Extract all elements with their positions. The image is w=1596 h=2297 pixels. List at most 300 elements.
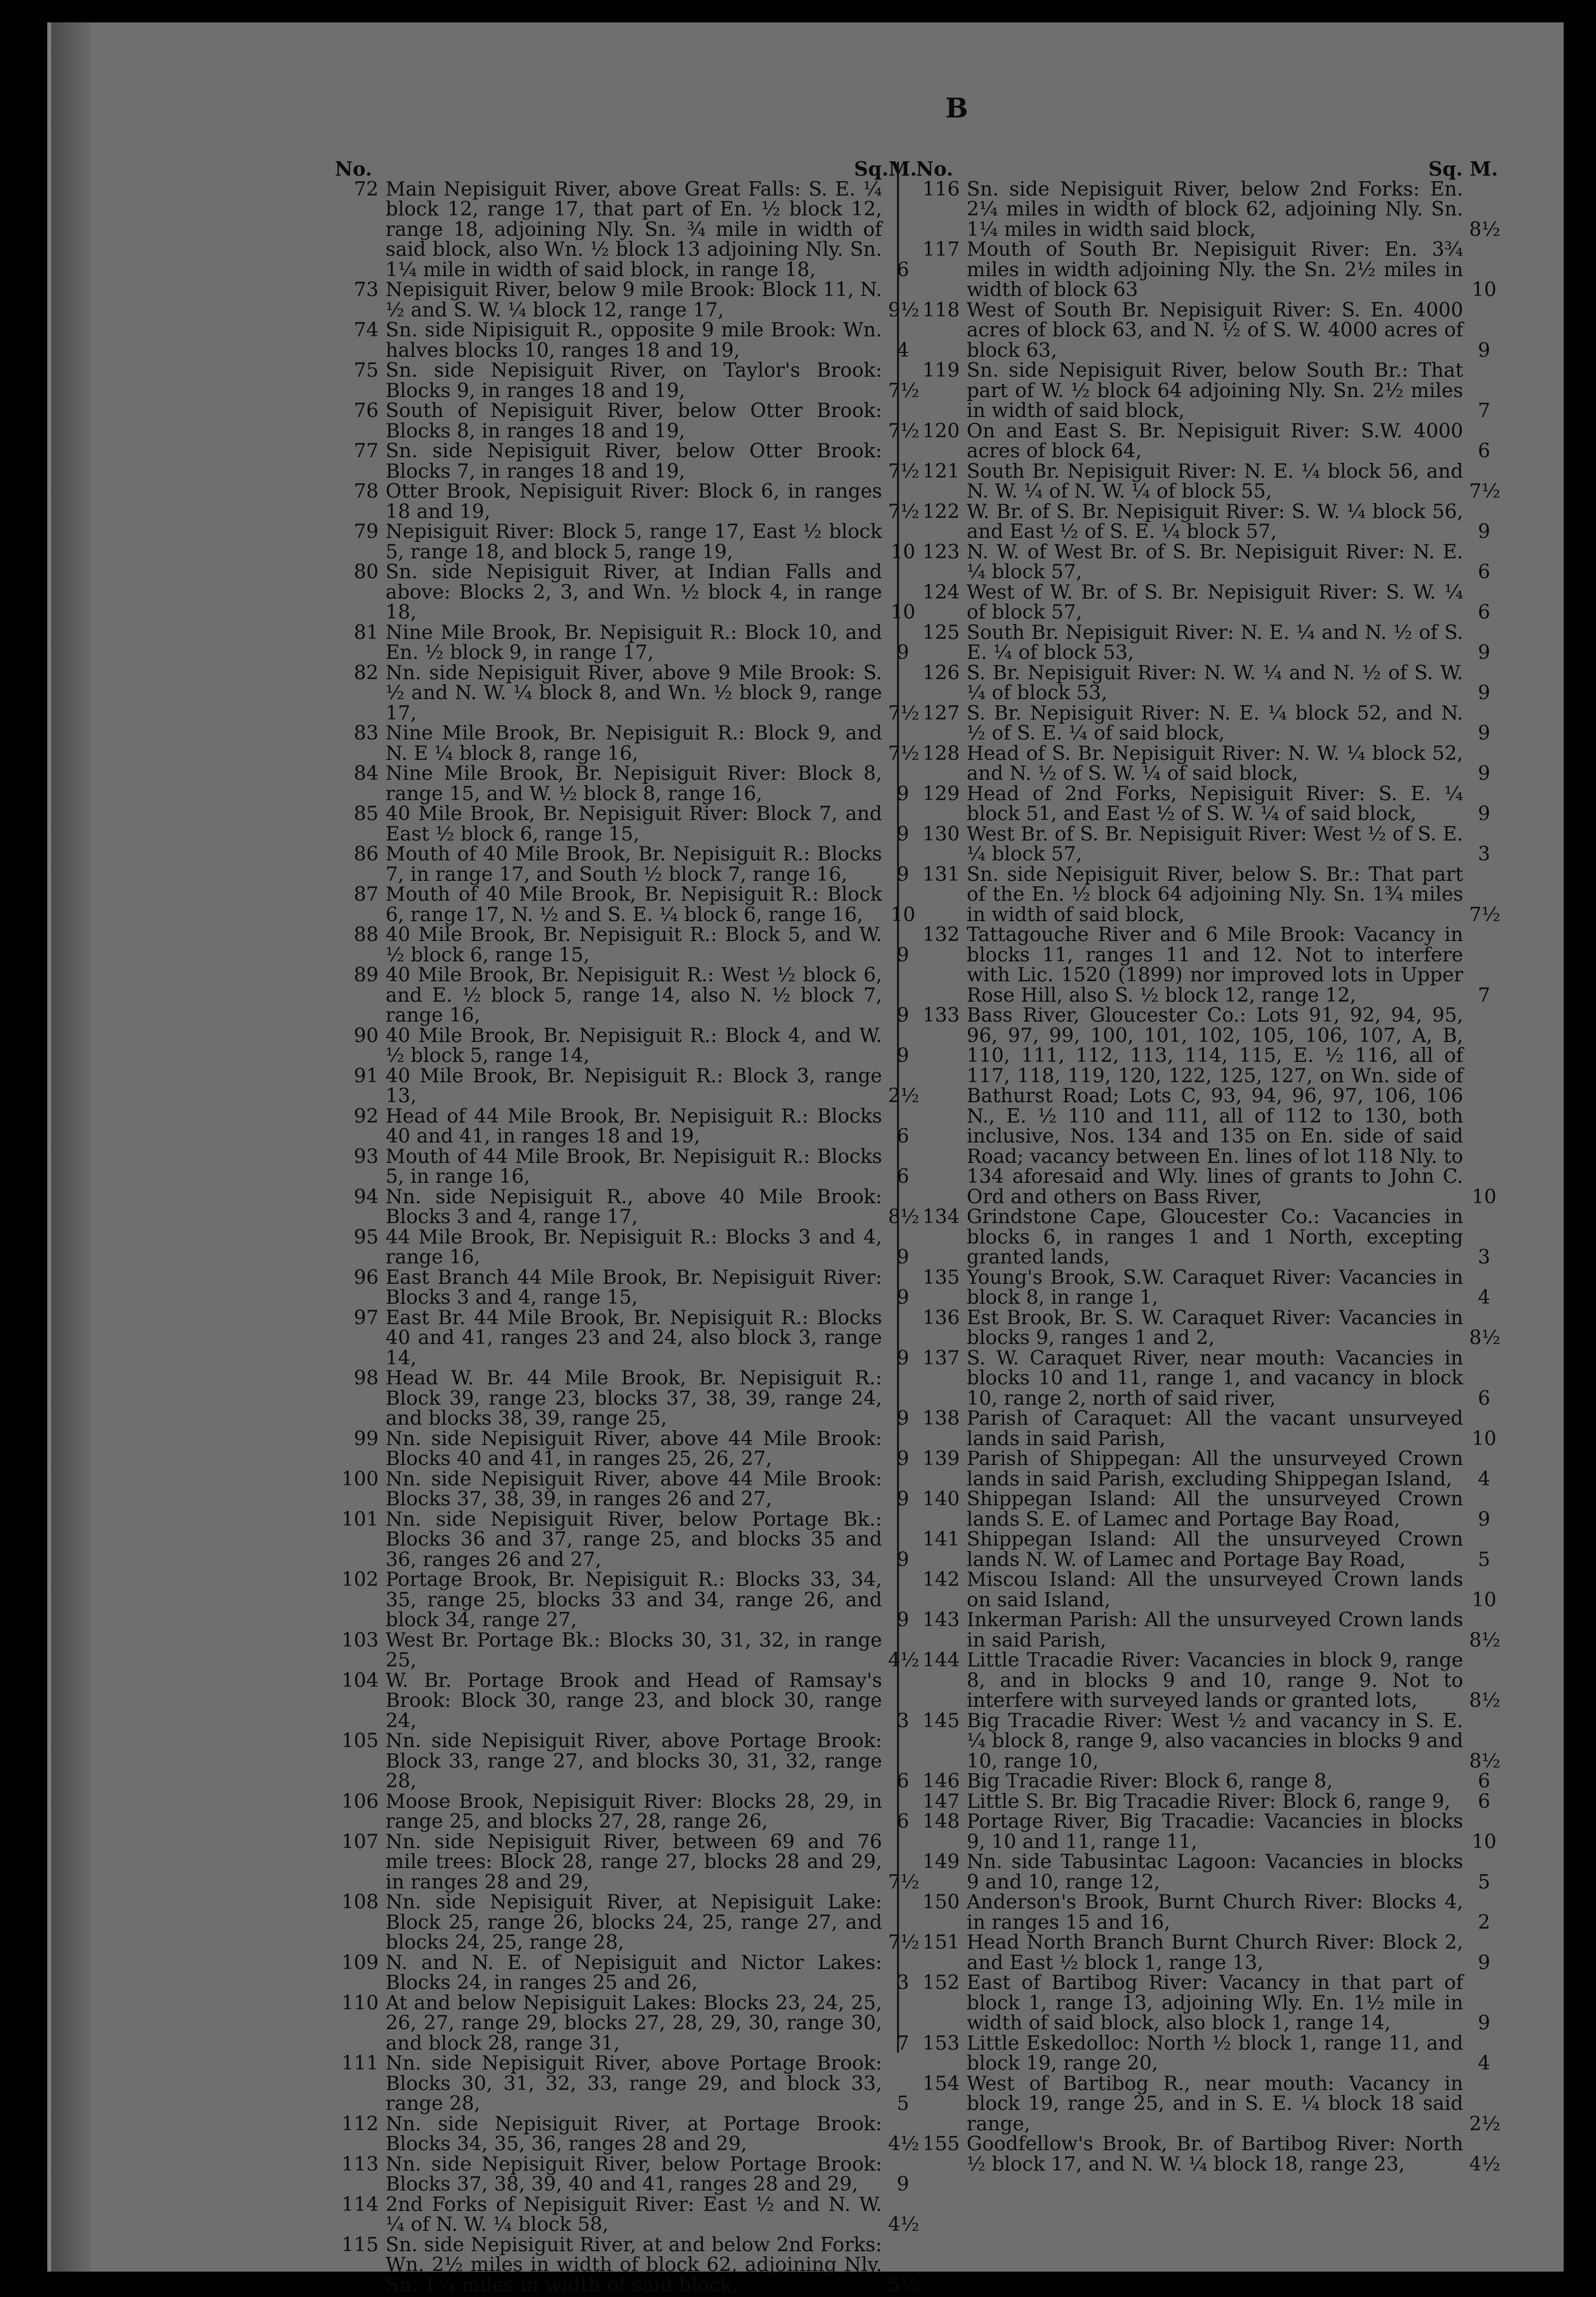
entry-square-miles: 4 [897,339,909,362]
entry-square-miles: 5 [1478,1871,1491,1893]
entry-description: S. Br. Nepisiguit River: N. W. ¼ and N. ½ of S. W. ¼ of block 53, [967,661,1463,704]
entry-number: 93 [354,1145,379,1168]
list-item [916,1528,1491,1571]
entry-description: Mouth of South Br. Nepisiguit River: En. 3¾ miles in width adjoining Nly. the Sn. 2½ miles in width of block 63 [967,238,1463,301]
entry-description: S. W. Caraquet River, near mouth: Vacancies in blocks 10 and 11, range 1, and vacancy in block 10, range 2, north of said river, [967,1347,1463,1410]
list-item [916,1649,1500,1712]
entry-number: 88 [354,924,379,946]
list-item [335,803,909,845]
list-item [335,178,909,281]
list-item [335,964,909,1027]
entry-description: Head North Branch Burnt Church River: Block 2, and East ½ block 1, range 13, [967,1931,1463,1974]
entry-description: Nine Mile Brook, Br. Nepisiguit R.: Block 10, and En. ½ block 9, in range 17, [386,621,882,664]
entry-square-miles: 9 [897,943,909,966]
entry-square-miles: 9 [897,1609,909,1631]
entry-square-miles: 4 [1478,1286,1491,1309]
list-item [335,1730,909,1792]
entry-square-miles: 7½ [888,1871,919,1893]
list-item [335,1991,909,2055]
entry-description: Little Eskedolloc: North ½ block 1, range 11, and block 19, range 20, [967,2032,1463,2075]
entry-description: Sn. side Nepisiguit River, at and below 2nd Forks: Wn. 2½ miles in width of block 62, adjoining Nly. Sn. 1¼ miles in width of said block, [386,2233,882,2297]
entry-square-miles: 6 [1478,1387,1491,1410]
entry-description: Sn. side Nepisiguit River, below South Br.: That part of W. ½ block 64 adjoining Nly. Sn. 2½ miles in width of said block, [967,359,1463,422]
entry-square-miles: 7½ [888,460,919,483]
list-item [916,581,1491,624]
entry-number: 72 [354,178,379,201]
entry-number: 119 [922,359,960,382]
sq-m-heading: Sq. M. [1428,158,1498,181]
entry-description: South of Nepisiguit River, below Otter Brook: Blocks 8, in ranges 18 and 19, [386,400,882,442]
entry-number: 73 [354,279,379,301]
entry-square-miles: 7½ [888,1931,919,1954]
list-item [335,924,909,966]
scanned-page [47,22,1564,2297]
entry-square-miles: 9 [1478,1951,1491,1974]
list-item [335,1790,909,1833]
entry-number: 137 [922,1347,960,1369]
list-item [916,1709,1500,1773]
entry-number: 114 [341,2193,379,2216]
left-column [335,158,919,2297]
list-item [335,440,919,483]
list-item [335,1306,909,1369]
entry-number: 105 [341,1730,379,1752]
list-item [916,1488,1491,1531]
entry-description: Nn. side Nepisiguit R., above 40 Mile Brook: Blocks 3 and 4, range 17, [386,1185,882,1228]
entry-description: N. and N. E. of Nepisiguit and Nictor Lakes: Blocks 24, in ranges 25 and 26, [386,1951,882,1994]
entry-description: Little Tracadie River: Vacancies in block 9, range 8, and in blocks 9 and 10, range 9. Not to interfere with surveyed lands or granted lots, [967,1649,1463,1712]
entry-description: Nn. side Nepisiguit River, above Portage Brook: Blocks 30, 31, 32, 33, range 29, and block 33, range 28, [386,2052,882,2115]
list-item [916,1306,1500,1349]
list-item [916,823,1491,865]
list-item [335,1427,909,1470]
list-item [335,400,919,442]
entry-square-miles: 9 [897,1488,909,1510]
entry-description: Head of 2nd Forks, Nepisiguit River: S. E. ¼ block 51, and East ½ of S. W. ¼ of said block, [967,782,1463,825]
list-item [916,1790,1491,1813]
entry-number: 127 [922,702,960,725]
entry-square-miles: 9 [897,782,909,805]
entry-square-miles: 9 [1478,641,1491,664]
entry-description: East Br. 44 Mile Brook, Br. Nepisiguit R.: Blocks 40 and 41, ranges 23 and 24, also block 3, range 14, [386,1306,882,1369]
entry-square-miles: 7½ [888,419,919,442]
list-item [335,1568,909,1631]
entry-square-miles: 10 [891,540,915,563]
list-item [916,178,1500,241]
entry-square-miles: 10 [891,903,915,926]
entry-description: Nn. side Tabusintac Lagoon: Vacancies in blocks 9 and 10, range 12, [967,1851,1463,1893]
right-column [916,158,1500,2176]
list-item [916,2072,1500,2135]
entry-description: Goodfellow's Brook, Br. of Bartibog River: North ½ block 17, and N. W. ¼ block 18, range 23, [967,2133,1463,2176]
entry-number: 109 [341,1951,379,1974]
entry-number: 77 [354,440,379,462]
entry-description: At and below Nepisiguit Lakes: Blocks 23, 24, 25, 26, 27, range 29, blocks 27, 28, 29, 30, range 30, and block 28, range 31, [386,1991,882,2055]
entry-square-miles: 10 [891,601,915,624]
entry-square-miles: 9 [1478,762,1491,785]
entry-description: Sn. side Nepisiguit River, below Otter Brook: Blocks 7, in ranges 18 and 19, [386,440,882,483]
entry-description: Sn. side Nepisiguit River, below 2nd Forks: En. 2¼ miles in width of block 62, adjoining Nly. Sn. 1¼ miles in width said block, [967,178,1463,241]
entry-square-miles: 9 [897,823,909,845]
entry-description: Miscou Island: All the unsurveyed Crown lands on said Island, [967,1568,1463,1611]
entry-number: 75 [354,359,379,382]
list-item [335,1891,919,1954]
entry-square-miles: 2½ [888,1085,919,1107]
entry-square-miles: 2½ [1469,2112,1500,2135]
entry-number: 81 [354,621,379,644]
entry-description: Mouth of 44 Mile Brook, Br. Nepisiguit R.: Blocks 5, in range 16, [386,1145,882,1188]
entry-square-miles: 9½ [888,299,919,321]
list-item [916,661,1491,704]
entry-square-miles: 4 [1478,1467,1491,1490]
entry-description: Nn. side Nepisiguit River, above 44 Mile Brook: Blocks 40 and 41, in ranges 25, 26, 27, [386,1427,882,1470]
entry-description: Moose Brook, Nepisiguit River: Blocks 28, 29, in range 25, and blocks 27, 28, range 26, [386,1790,882,1833]
entry-square-miles: 3 [897,1972,909,1994]
entry-description: 40 Mile Brook, Br. Nepisiguit R.: West ½ block 6, and E. ½ block 5, range 14, also N. ½ block 7, range 16, [386,964,882,1027]
list-item [916,1004,1496,1208]
entry-description: Sn. side Nepisiguit River, on Taylor's Brook: Blocks 9, in ranges 18 and 19, [386,359,882,402]
list-item [335,1669,909,1732]
list-item [335,561,915,624]
entry-square-miles: 8½ [1469,1327,1500,1349]
list-item [335,722,919,765]
entry-number: 128 [922,742,960,765]
entry-number: 89 [354,964,379,986]
entry-number: 129 [922,782,960,805]
entry-number: 104 [341,1669,379,1692]
entry-square-miles: 6 [1478,561,1491,583]
entry-square-miles: 6 [897,1165,909,1188]
entry-description: N. W. of West Br. of S. Br. Nepisiguit River: N. E. ¼ block 57, [967,540,1463,583]
list-item [335,1629,919,1671]
list-item [916,863,1500,926]
list-item [916,621,1491,664]
entry-square-miles: 4½ [888,1649,919,1671]
entry-number: 96 [354,1266,379,1289]
entry-square-miles: 6 [897,1810,909,1833]
entry-square-miles: 2 [1478,1911,1491,1934]
entry-description: Anderson's Brook, Burnt Church River: Blocks 4, in ranges 15 and 16, [967,1891,1463,1934]
entry-number: 135 [922,1266,960,1289]
list-item [916,1931,1491,1974]
entry-description: Inkerman Parish: All the unsurveyed Crown lands in said Parish, [967,1609,1463,1652]
list-item [335,1024,909,1067]
list-item [916,782,1491,825]
entry-square-miles: 9 [1478,803,1491,825]
list-item [335,1145,909,1188]
entry-description: Big Tracadie River: Block 6, range 8, [967,1770,1333,1792]
entry-number: 155 [922,2133,960,2155]
entry-number: 95 [354,1226,379,1249]
entry-number: 78 [354,480,379,503]
entry-number: 112 [341,2112,379,2135]
entry-square-miles: 4 [1478,2052,1491,2075]
entry-square-miles: 3 [1478,843,1491,865]
list-item [916,1568,1496,1611]
entry-number: 115 [341,2233,379,2256]
entry-number: 108 [341,1891,379,1913]
entry-square-miles: 7½ [888,500,919,523]
entry-description: West of South Br. Nepisiguit River: S. En. 4000 acres of block 63, and N. ½ of S. W. 4000 acres of block 63, [967,299,1463,362]
entry-number: 90 [354,1024,379,1047]
entry-description: S. Br. Nepisiguit River: N. E. ¼ block 52, and N. ½ of S. E. ¼ of said block, [967,702,1463,744]
list-item [916,1609,1500,1652]
entry-number: 152 [922,1972,960,1994]
entry-description: South Br. Nepisiguit River: N. E. ¼ block 56, and N. W. ¼ of N. W. ¼ of block 55, [967,460,1463,503]
entry-number: 83 [354,722,379,744]
list-item [916,924,1491,1007]
entry-square-miles: 9 [1478,682,1491,704]
entry-description: Parish of Caraquet: All the vacant unsurveyed lands in said Parish, [967,1407,1463,1450]
list-item [916,1810,1496,1853]
entry-square-miles: 7 [1478,400,1491,422]
entry-description: Young's Brook, S.W. Caraquet River: Vacancies in block 8, in range 1, [967,1266,1463,1309]
entry-number: 86 [354,843,379,865]
entry-number: 123 [922,540,960,563]
entry-description: Nn. side Nepisiguit River, above 44 Mile Brook: Blocks 37, 38, 39, in ranges 26 and 27, [386,1467,882,1510]
entry-description: 40 Mile Brook, Br. Nepisiguit River: Block 7, and East ½ block 6, range 15, [386,803,882,845]
column-divider [897,162,899,2053]
entry-square-miles: 7½ [1469,480,1500,503]
entry-number: 125 [922,621,960,644]
list-item [916,1448,1491,1490]
entry-number: 118 [922,299,960,321]
page-letter: B [945,92,968,124]
entry-square-miles: 9 [897,1448,909,1470]
entry-number: 153 [922,2032,960,2055]
entry-square-miles: 10 [1472,279,1496,301]
page-binding [51,22,91,2272]
entry-description: Otter Brook, Nepisiguit River: Block 6, in ranges 18 and 19, [386,480,882,523]
entry-square-miles: 9 [897,1286,909,1309]
entry-description: Shippegan Island: All the unsurveyed Crown lands N. W. of Lamec and Portage Bay Road, [967,1528,1463,1571]
entry-square-miles: 8½ [888,1206,919,1228]
entry-description: On and East S. Br. Nepisiguit River: S.W. 4000 acres of block 64, [967,419,1463,462]
list-item [916,1851,1491,1893]
entry-square-miles: 3 [1478,1246,1491,1268]
entry-number: 138 [922,1407,960,1430]
entry-square-miles: 4½ [1469,2153,1500,2176]
entry-number: 136 [922,1306,960,1329]
entry-number: 100 [341,1467,379,1490]
entry-number: 134 [922,1206,960,1228]
entry-description: Nepisiguit River: Block 5, range 17, East ½ block 5, range 18, and block 5, range 19, [386,521,882,563]
entry-square-miles: 6 [897,1125,909,1148]
entry-number: 113 [341,2153,379,2176]
entry-description: Head W. Br. 44 Mile Brook, Br. Nepisiguit R.: Block 39, range 23, blocks 37, 38, 39, range 24, and blocks 38, 39, range 25, [386,1367,882,1430]
list-item [916,299,1491,362]
entry-number: 103 [341,1629,379,1652]
entry-number: 149 [922,1851,960,1873]
entry-square-miles: 9 [1478,722,1491,744]
entry-number: 140 [922,1488,960,1510]
entry-square-miles: 10 [1472,1185,1496,1208]
entry-number: 92 [354,1105,379,1128]
entry-description: Nine Mile Brook, Br. Nepisiguit R.: Block 9, and N. E ¼ block 8, range 16, [386,722,882,765]
entry-square-miles: 9 [1478,339,1491,362]
entry-square-miles: 6 [1478,1790,1491,1813]
entry-number: 107 [341,1830,379,1853]
entry-square-miles: 9 [897,1044,909,1067]
entry-square-miles: 9 [897,2173,909,2195]
list-item [916,1770,1491,1792]
entry-number: 142 [922,1568,960,1591]
entry-number: 133 [922,1004,960,1027]
list-item [916,1206,1491,1268]
entry-description: West Br. of S. Br. Nepisiguit River: West ½ of S. E. ¼ block 57, [967,823,1463,865]
entry-square-miles: 4½ [888,2133,919,2155]
entry-number: 130 [922,823,960,845]
entry-number: 132 [922,924,960,946]
list-item [335,2112,919,2155]
list-item [916,540,1491,583]
entry-description: Head of 44 Mile Brook, Br. Nepisiguit R.: Blocks 40 and 41, in ranges 18 and 19, [386,1105,882,1148]
list-item [916,742,1491,785]
entry-number: 106 [341,1790,379,1813]
entry-description: Little S. Br. Big Tracadie River: Block 6, range 9, [967,1790,1451,1813]
entry-description: W. Br. Portage Brook and Head of Ramsay's Brook: Block 30, range 23, and block 30, range 24, [386,1669,882,1732]
column-header [335,158,917,181]
entry-number: 76 [354,400,379,422]
entry-number: 126 [922,661,960,684]
list-item [916,1891,1491,1934]
entry-description: 40 Mile Brook, Br. Nepisiguit R.: Block 3, range 13, [386,1064,882,1107]
entry-description: Mouth of 40 Mile Brook, Br. Nepisiguit R.: Block 6, range 17, N. ½ and S. E. ¼ block 6, range 16, [386,883,882,926]
entry-description: Nn. side Nepisiguit River, at Portage Brook: Blocks 34, 35, 36, ranges 28 and 29, [386,2112,882,2155]
entry-number: 101 [341,1508,379,1531]
entry-description: Bass River, Gloucester Co.: Lots 91, 92, 94, 95, 96, 97, 99, 100, 101, 102, 105, 106, 107, A, B, 110, 111, 112, 113, 114, 115, E. ½ 116, all of 117, 118, 119, 120, 122, 125, 127, on Wn. side of Bathurst Road; Lots C, 93, 94, 96, 97, 106, 106 N., E. ½ 110 and 111, all of 112 to 130, both inclusive, Nos. 134 and 135 on En. side of said Road; vacancy between En. lines of lot 118 Nly. to 134 aforesaid and Wly. lines of grants to John C. Ord and others on Bass River, [967,1004,1463,1208]
list-item [335,359,919,402]
entry-square-miles: 5 [1478,1548,1491,1571]
entry-number: 144 [922,1649,960,1671]
entry-description: Mouth of 40 Mile Brook, Br. Nepisiguit R.: Blocks 7, in range 17, and South ½ block 7, range 16, [386,843,882,886]
entry-description: Parish of Shippegan: All the unsurveyed Crown lands in said Parish, excluding Shippegan Island, [967,1448,1463,1490]
list-item [335,843,909,886]
entry-number: 151 [922,1931,960,1954]
entry-number: 148 [922,1810,960,1833]
entry-square-miles: 6 [897,258,909,281]
list-item [916,2133,1500,2176]
entry-number: 154 [922,2072,960,2095]
list-item [916,359,1491,422]
list-item [335,621,909,664]
entry-square-miles: 7 [897,2032,909,2055]
entry-description: West of W. Br. of S. Br. Nepisiguit River: S. W. ¼ of block 57, [967,581,1463,624]
entry-list [335,178,919,2297]
list-item [916,238,1496,301]
list-item [335,1226,909,1268]
entry-description: Nn. side Nepisiguit River, between 69 and 76 mile trees: Block 28, range 27, blocks 28 and 29, in ranges 28 and 29, [386,1830,882,1893]
entry-square-miles: 8½ [1469,218,1500,241]
entry-square-miles: 9 [897,641,909,664]
entry-number: 82 [354,661,379,684]
no-heading: No. [916,158,953,181]
list-item [335,2052,909,2115]
entry-description: W. Br. of S. Br. Nepisiguit River: S. W. ¼ block 56, and East ½ of S. E. ¼ block 57, [967,500,1463,543]
entry-description: Sn. side Nepisiguit River, at Indian Falls and above: Blocks 2, 3, and Wn. ½ block 4, in range 18, [386,561,882,624]
list-item [916,419,1491,462]
entry-description: Nine Mile Brook, Br. Nepisiguit River: Block 8, range 15, and W. ½ block 8, range 16, [386,762,882,805]
entry-number: 99 [354,1427,379,1450]
entry-description: Nn. side Nepisiguit River, above 9 Mile Brook: S. ½ and N. W. ¼ block 8, and Wn. ½ block 9, range 17, [386,661,882,725]
entry-square-miles: 7½ [888,702,919,725]
entry-description: Portage Brook, Br. Nepisiguit R.: Blocks 33, 34, 35, range 25, blocks 33 and 34, range 26, and block 34, range 27, [386,1568,882,1631]
entry-number: 146 [922,1770,960,1792]
list-item [335,319,909,362]
entry-number: 94 [354,1185,379,1208]
list-item [916,1972,1491,2034]
entry-square-miles: 9 [1478,1508,1491,1531]
entry-description: 44 Mile Brook, Br. Nepisiguit R.: Blocks 3 and 4, range 16, [386,1226,882,1268]
entry-description: Big Tracadie River: West ½ and vacancy in S. E. ¼ block 8, range 9, also vacancies in blocks 9 and 10, range 10, [967,1709,1463,1773]
list-item [335,1830,919,1893]
entry-square-miles: 4½ [888,2213,919,2236]
entry-number: 141 [922,1528,960,1551]
list-item [916,1407,1496,1450]
entry-number: 87 [354,883,379,906]
no-heading: No. [335,158,372,181]
entry-number: 122 [922,500,960,523]
entry-square-miles: 9 [1478,2012,1491,2034]
entry-description: West Br. Portage Bk.: Blocks 30, 31, 32, in range 25, [386,1629,882,1671]
entry-number: 102 [341,1568,379,1591]
entry-number: 97 [354,1306,379,1329]
entry-square-miles: 9 [897,1548,909,1571]
list-item [335,1105,909,1148]
entry-number: 121 [922,460,960,483]
entry-number: 150 [922,1891,960,1913]
entry-square-miles: 10 [1472,1427,1496,1450]
entry-number: 85 [354,803,379,825]
entry-description: East of Bartibog River: Vacancy in that part of block 1, range 13, adjoining Wly. En. 1½ mile in width of said block, also block 1, range 14, [967,1972,1463,2034]
list-item [916,460,1500,503]
entry-square-miles: 8½ [1469,1750,1500,1773]
entry-square-miles: 7½ [1469,903,1500,926]
entry-description: 40 Mile Brook, Br. Nepisiguit R.: Block 5, and W. ½ block 6, range 15, [386,924,882,966]
entry-description: East Branch 44 Mile Brook, Br. Nepisiguit River: Blocks 3 and 4, range 15, [386,1266,882,1309]
list-item [335,883,915,926]
entry-description: 2nd Forks of Nepisiguit River: East ½ and N. W. ¼ of N. W. ¼ block 58, [386,2193,882,2236]
entry-square-miles: 5½ [888,2274,919,2297]
entry-square-miles: 9 [897,1246,909,1268]
entry-square-miles: 9 [1478,521,1491,543]
entry-square-miles: 8½ [1469,1629,1500,1652]
entry-description: Est Brook, Br. S. W. Caraquet River: Vacancies in blocks 9, ranges 1 and 2, [967,1306,1463,1349]
entry-description: South Br. Nepisiguit River: N. E. ¼ and N. ½ of S. E. ¼ of block 53, [967,621,1463,664]
entry-description: Nn. side Nepisiguit River, below Portage Bk.: Blocks 36 and 37, range 25, and blocks 35 and 36, ranges 26 and 27, [386,1508,882,1571]
entry-number: 111 [341,2052,379,2075]
entry-description: Nepisiguit River, below 9 mile Brook: Block 11, N. ½ and S. W. ¼ block 12, range 17, [386,279,882,321]
list-item [335,2153,909,2195]
entry-description: Nn. side Nepisiguit River, at Nepisiguit Lake: Block 25, range 26, blocks 24, 25, range 27, and blocks 24, 25, range 28, [386,1891,882,1954]
entry-description: 40 Mile Brook, Br. Nepisiguit R.: Block 4, and W. ½ block 5, range 14, [386,1024,882,1067]
entry-square-miles: 6 [897,1770,909,1792]
entry-number: 145 [922,1709,960,1732]
entry-square-miles: 9 [897,1347,909,1369]
entry-square-miles: 9 [897,863,909,886]
entry-square-miles: 8½ [1469,1689,1500,1712]
list-item [916,2032,1491,2075]
list-item [335,480,919,523]
entry-description: Nn. side Nepisiguit River, above Portage Brook: Block 33, range 27, and blocks 30, 31, 32, range 28, [386,1730,882,1792]
entry-number: 116 [922,178,960,201]
entry-square-miles: 5 [897,2092,909,2115]
list-item [335,1951,909,1994]
entry-square-miles: 7 [1478,984,1491,1007]
entry-number: 79 [354,521,379,543]
entry-square-miles: 10 [1472,1830,1496,1853]
entry-square-miles: 9 [897,1407,909,1430]
